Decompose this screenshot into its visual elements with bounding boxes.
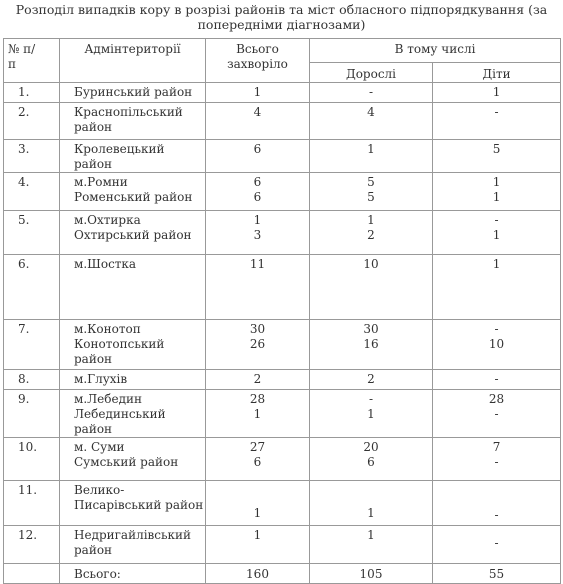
total-cases-line: 6 bbox=[253, 175, 262, 189]
footer-children: 55 bbox=[433, 564, 561, 584]
adult-cases-line: 1 bbox=[367, 528, 375, 542]
territory-name-line: Лебединський район bbox=[74, 407, 166, 436]
total-cases-line: 1 bbox=[253, 528, 262, 542]
territory-name bbox=[60, 173, 206, 211]
child-cases-line: - bbox=[494, 536, 499, 550]
table-row bbox=[4, 140, 561, 173]
total-cases bbox=[206, 255, 310, 320]
total-cases bbox=[206, 173, 310, 211]
adult-cases bbox=[310, 438, 433, 481]
total-cases bbox=[206, 481, 310, 526]
child-cases-line: - bbox=[494, 455, 499, 469]
title-line-1: Розподіл випадків кору в розрізі районів та міст обласного підпорядкування (за bbox=[15, 2, 548, 17]
table-row bbox=[4, 481, 561, 526]
child-cases bbox=[433, 173, 561, 211]
row-number: 2. bbox=[4, 103, 60, 140]
territory-name bbox=[60, 211, 206, 255]
territory-name-line: м.Охтирка bbox=[74, 213, 141, 227]
child-cases bbox=[433, 103, 561, 140]
territory-name bbox=[60, 438, 206, 481]
row-number: 1. bbox=[4, 83, 60, 103]
table-title bbox=[0, 2, 563, 32]
footer-num bbox=[4, 564, 60, 584]
adult-cases-line: 1 bbox=[367, 407, 375, 421]
adult-cases-line: 1 bbox=[367, 213, 375, 227]
total-cases-line: 1 bbox=[253, 213, 262, 227]
total-cases bbox=[206, 370, 310, 390]
total-cases-line: 26 bbox=[249, 337, 266, 351]
territory-name bbox=[60, 390, 206, 438]
territory-name-line: м.Глухів bbox=[74, 372, 128, 386]
adult-cases bbox=[310, 211, 433, 255]
total-cases bbox=[206, 103, 310, 140]
adult-cases bbox=[310, 390, 433, 438]
territory-name-line: Кролевецький район bbox=[74, 142, 165, 171]
child-cases bbox=[433, 255, 561, 320]
row-number: 3. bbox=[4, 140, 60, 173]
adult-cases bbox=[310, 526, 433, 564]
territory-name-line: Буринський район bbox=[74, 85, 193, 99]
total-cases bbox=[206, 438, 310, 481]
adult-cases-line: 1 bbox=[367, 506, 375, 520]
adult-cases bbox=[310, 173, 433, 211]
territory-name bbox=[60, 481, 206, 526]
child-cases-line: 1 bbox=[492, 228, 501, 242]
header-num: № п/ п bbox=[4, 39, 60, 83]
child-cases-line: - bbox=[494, 407, 499, 421]
total-cases-line: 2 bbox=[253, 372, 262, 386]
row-number: 5. bbox=[4, 211, 60, 255]
header-adults: Дорослі bbox=[310, 63, 433, 83]
child-cases-line: - bbox=[494, 372, 499, 386]
child-cases bbox=[433, 211, 561, 255]
child-cases-line: - bbox=[494, 322, 499, 336]
adult-cases-line: - bbox=[368, 392, 374, 406]
child-cases bbox=[433, 140, 561, 173]
header-total: Всього захворіло bbox=[206, 39, 310, 83]
total-cases-line: 6 bbox=[253, 142, 262, 156]
total-cases bbox=[206, 526, 310, 564]
territory-name bbox=[60, 320, 206, 370]
header-territory: Адмінтериторії bbox=[60, 39, 206, 83]
territory-name-line: Охтирський район bbox=[74, 228, 192, 242]
territory-name-line: м.Шостка bbox=[74, 257, 137, 271]
total-cases-line: 6 bbox=[253, 455, 262, 469]
child-cases bbox=[433, 438, 561, 481]
total-cases bbox=[206, 140, 310, 173]
row-number: 11. bbox=[4, 481, 60, 526]
child-cases-line: 28 bbox=[488, 392, 505, 406]
total-cases-line: 3 bbox=[253, 228, 262, 242]
adult-cases bbox=[310, 83, 433, 103]
territory-name bbox=[60, 526, 206, 564]
child-cases-line: 1 bbox=[492, 85, 501, 99]
child-cases bbox=[433, 526, 561, 564]
table-row bbox=[4, 390, 561, 438]
adult-cases bbox=[310, 481, 433, 526]
total-cases-line: 6 bbox=[253, 190, 262, 204]
child-cases bbox=[433, 320, 561, 370]
table-row bbox=[4, 103, 561, 140]
footer-adults: 105 bbox=[310, 564, 433, 584]
adult-cases-line: 30 bbox=[363, 322, 379, 336]
adult-cases-line: 2 bbox=[367, 228, 375, 242]
territory-name-line: район bbox=[74, 120, 113, 134]
child-cases-line: - bbox=[494, 508, 499, 522]
adult-cases-line: - bbox=[368, 85, 374, 99]
adult-cases bbox=[310, 103, 433, 140]
footer-row bbox=[4, 564, 561, 584]
total-cases-line: 1 bbox=[253, 506, 262, 520]
row-number: 9. bbox=[4, 390, 60, 438]
table-row bbox=[4, 320, 561, 370]
child-cases bbox=[433, 481, 561, 526]
adult-cases bbox=[310, 370, 433, 390]
territory-name-line: район bbox=[74, 543, 113, 557]
territory-name-line: Писарівський район bbox=[74, 498, 204, 512]
territory-name-line: м. Суми bbox=[74, 440, 125, 454]
row-number: 8. bbox=[4, 370, 60, 390]
child-cases-line: - bbox=[494, 105, 499, 119]
adult-cases-line: 5 bbox=[367, 175, 375, 189]
table-row bbox=[4, 526, 561, 564]
header-including: В тому числі bbox=[310, 39, 561, 63]
adult-cases-line: 2 bbox=[367, 372, 375, 386]
child-cases-line: - bbox=[494, 213, 499, 227]
table-row bbox=[4, 370, 561, 390]
footer-total: 160 bbox=[206, 564, 310, 584]
total-cases bbox=[206, 320, 310, 370]
header-children: Діти bbox=[433, 63, 561, 83]
adult-cases-line: 10 bbox=[363, 257, 379, 271]
adult-cases bbox=[310, 320, 433, 370]
territory-name bbox=[60, 83, 206, 103]
adult-cases-line: 5 bbox=[367, 190, 375, 204]
row-number: 4. bbox=[4, 173, 60, 211]
total-cases-line: 11 bbox=[249, 257, 266, 271]
table-row bbox=[4, 255, 561, 320]
territory-name-line: Краснопільський bbox=[74, 105, 183, 119]
territory-name-line: м.Ромни bbox=[74, 175, 128, 189]
adult-cases-line: 20 bbox=[363, 440, 379, 454]
row-number: 10. bbox=[4, 438, 60, 481]
child-cases-line: 10 bbox=[488, 337, 505, 351]
adult-cases-line: 6 bbox=[367, 455, 375, 469]
measles-cases-table bbox=[3, 38, 561, 584]
table-row bbox=[4, 173, 561, 211]
row-number: 7. bbox=[4, 320, 60, 370]
territory-name-line: Роменський район bbox=[74, 190, 193, 204]
footer-label: Всього: bbox=[60, 564, 206, 584]
territory-name bbox=[60, 370, 206, 390]
child-cases-line: 5 bbox=[492, 142, 501, 156]
table-row bbox=[4, 83, 561, 103]
territory-name-line: м.Лебедин bbox=[74, 392, 142, 406]
title-line-2: попередніми діагнозами) bbox=[197, 17, 366, 32]
adult-cases-line: 16 bbox=[363, 337, 379, 351]
child-cases-line: 7 bbox=[492, 440, 501, 454]
child-cases bbox=[433, 370, 561, 390]
territory-name-line: Велико- bbox=[74, 483, 125, 497]
total-cases bbox=[206, 390, 310, 438]
total-cases-line: 28 bbox=[249, 392, 266, 406]
adult-cases-line: 4 bbox=[367, 105, 375, 119]
child-cases bbox=[433, 390, 561, 438]
total-cases-line: 1 bbox=[253, 407, 262, 421]
child-cases-line: 1 bbox=[492, 257, 501, 271]
row-number: 6. bbox=[4, 255, 60, 320]
table-row bbox=[4, 211, 561, 255]
territory-name bbox=[60, 255, 206, 320]
child-cases-line: 1 bbox=[492, 175, 501, 189]
territory-name-line: Конотопський район bbox=[74, 337, 165, 366]
row-number: 12. bbox=[4, 526, 60, 564]
total-cases-line: 4 bbox=[253, 105, 262, 119]
adult-cases bbox=[310, 140, 433, 173]
child-cases-line: 1 bbox=[492, 190, 501, 204]
total-cases bbox=[206, 211, 310, 255]
total-cases bbox=[206, 83, 310, 103]
total-cases-line: 27 bbox=[249, 440, 266, 454]
territory-name bbox=[60, 103, 206, 140]
total-cases-line: 1 bbox=[253, 85, 262, 99]
adult-cases bbox=[310, 255, 433, 320]
territory-name bbox=[60, 140, 206, 173]
territory-name-line: м.Конотоп bbox=[74, 322, 141, 336]
territory-name-line: Недригайлівський bbox=[74, 528, 192, 542]
child-cases bbox=[433, 83, 561, 103]
table-row bbox=[4, 438, 561, 481]
header-row-top bbox=[4, 39, 561, 63]
adult-cases-line: 1 bbox=[367, 142, 375, 156]
total-cases-line: 30 bbox=[249, 322, 266, 336]
territory-name-line: Сумський район bbox=[74, 455, 179, 469]
